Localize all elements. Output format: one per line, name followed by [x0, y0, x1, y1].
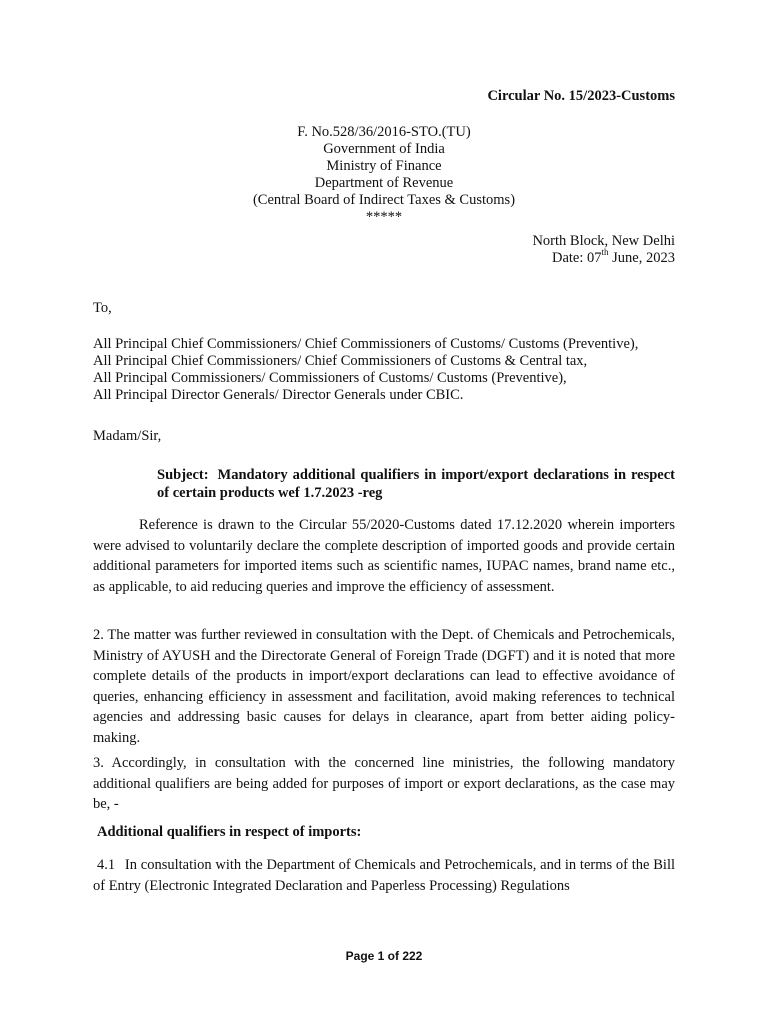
- paragraph-2: 2. The matter was further reviewed in consultation with the Dept. of Chemicals and Petrochemicals, Ministry of AYUSH and the Directorate General of Foreign Trade (DGFT) and it is noted that more complete details of the products in import/export declarations can lead to effective avoidance of queries, enhancing efficiency in assessment and facilitation, avoid making references to technical agencies and addressing basic causes for delays in clearance, apart from better aiding policy-making.: [93, 627, 675, 746]
- place-and-date: [532, 233, 675, 267]
- paragraph-4-1: [93, 855, 675, 896]
- file-number: F. No.528/36/2016-STO.(TU): [297, 124, 471, 140]
- board-line: (Central Board of Indirect Taxes & Customs): [252, 192, 516, 208]
- department-line: Department of Revenue: [314, 175, 454, 191]
- page-number-footer: Page 1 of 222: [345, 949, 423, 963]
- section-heading: Additional qualifiers in respect of imports:: [97, 824, 362, 840]
- subject-text: Mandatory additional qualifiers in import/export declarations in respect of certain products wef 1.7.2023 -reg: [157, 467, 676, 501]
- addressee-line: All Principal Director Generals/ Director Generals under CBIC.: [93, 387, 464, 403]
- addressee-line: All Principal Chief Commissioners/ Chief Commissioners of Customs/ Customs (Preventive),: [93, 336, 639, 352]
- ministry-line: Ministry of Finance: [326, 158, 442, 174]
- header-stars: *****: [365, 209, 403, 225]
- paragraph-number: 4.1: [97, 857, 116, 873]
- addressee-list: [93, 336, 638, 404]
- date-prefix: Date: 07: [551, 250, 602, 266]
- to-line: To,: [93, 300, 112, 316]
- addressee-line: All Principal Commissioners/ Commissioners of Customs/ Customs (Preventive),: [93, 370, 567, 386]
- issuing-authority-header: [93, 124, 675, 226]
- paragraph-3: 3. Accordingly, in consultation with the concerned line ministries, the following mandatory additional qualifiers are being added for purposes of import or export declarations, as the case may be, -: [93, 755, 675, 812]
- date-suffix: June, 2023: [608, 250, 675, 266]
- salutation: Madam/Sir,: [93, 428, 162, 444]
- subject-label: Subject:: [157, 467, 209, 483]
- addressee-line: All Principal Chief Commissioners/ Chief Commissioners of Customs & Central tax,: [93, 353, 588, 369]
- date-superscript: th: [601, 247, 609, 258]
- subject-block: [157, 466, 675, 502]
- paragraph-1: Reference is drawn to the Circular 55/2020-Customs dated 17.12.2020 wherein importers were advised to voluntarily declare the complete description of imported goods and provide certain additional parameters for imported items such as scientific names, IUPAC names, brand name etc., as applicable, to aid reducing queries and improve the efficiency of assessment.: [93, 517, 675, 595]
- document-page: [93, 0, 675, 1024]
- date-line: [532, 247, 675, 267]
- government-line: Government of India: [323, 141, 445, 157]
- place-line: North Block, New Delhi: [532, 233, 675, 249]
- circular-number: Circular No. 15/2023-Customs: [487, 88, 675, 104]
- paragraph-4-1-text: In consultation with the Department of Chemicals and Petrochemicals, and in terms of the Bill of Entry (Electronic Integrated Declaration and Paperless Processing) Regulations: [93, 857, 675, 894]
